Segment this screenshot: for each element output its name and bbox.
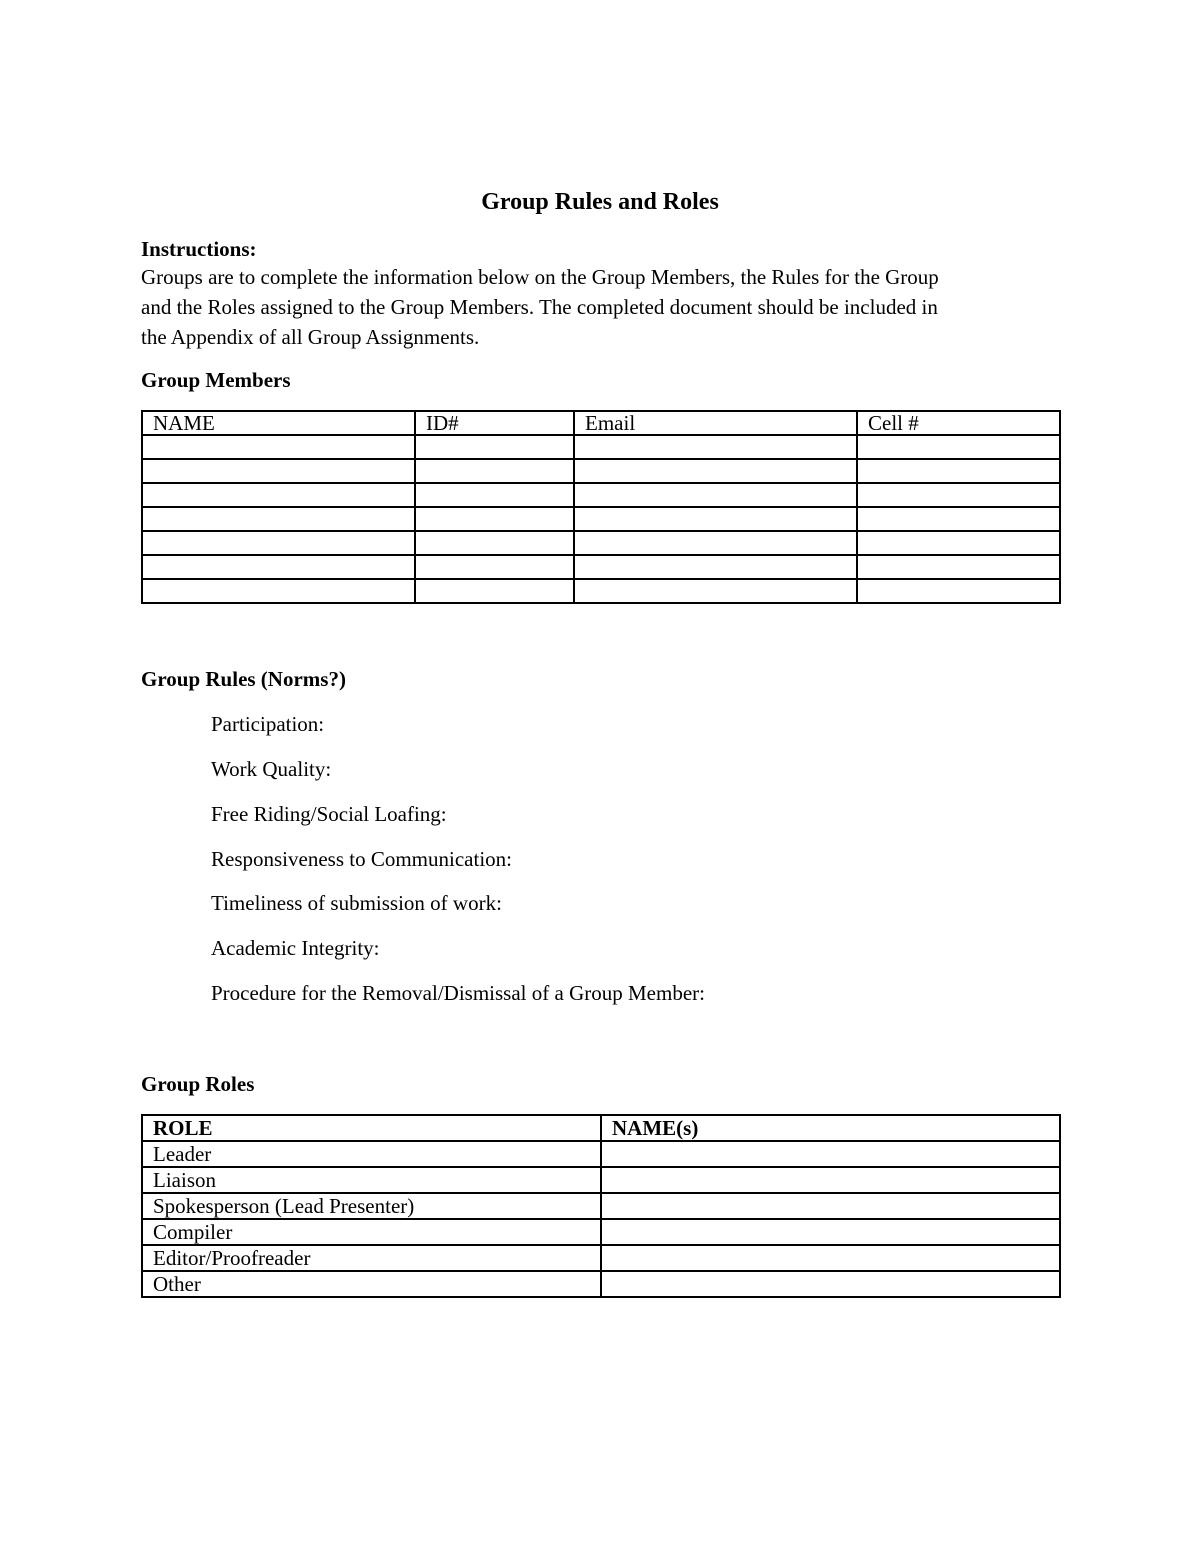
rule-participation: Participation: [211, 712, 325, 736]
role-cell: Other [142, 1271, 601, 1297]
roles-header-row [142, 1115, 1060, 1141]
cell-number-cell[interactable] [857, 435, 1060, 459]
column-header-id: ID# [415, 411, 574, 435]
email-cell[interactable] [574, 531, 857, 555]
cell-number-cell[interactable] [857, 579, 1060, 603]
rules-heading: Group Rules (Norms?) [141, 667, 346, 691]
column-header-email: Email [574, 411, 857, 435]
name-cell[interactable] [142, 555, 415, 579]
role-names-cell[interactable] [601, 1245, 1060, 1271]
email-cell[interactable] [574, 435, 857, 459]
table-row [142, 531, 1060, 555]
roles-table [141, 1114, 1061, 1298]
id-cell[interactable] [415, 459, 574, 483]
members-table [141, 410, 1061, 604]
role-names-cell[interactable] [601, 1167, 1060, 1193]
column-header-name: NAME [142, 411, 415, 435]
cell-number-cell[interactable] [857, 483, 1060, 507]
instructions-heading: Instructions: [141, 237, 257, 261]
column-header-cell: Cell # [857, 411, 1060, 435]
name-cell[interactable] [142, 531, 415, 555]
name-cell[interactable] [142, 579, 415, 603]
table-row [142, 507, 1060, 531]
name-cell[interactable] [142, 507, 415, 531]
email-cell[interactable] [574, 507, 857, 531]
rule-removal-procedure: Procedure for the Removal/Dismissal of a Group Member: [211, 981, 705, 1005]
document-title: Group Rules and Roles [481, 189, 719, 215]
table-row [142, 1245, 1060, 1271]
table-row [142, 1167, 1060, 1193]
role-cell: Leader [142, 1141, 601, 1167]
cell-number-cell[interactable] [857, 555, 1060, 579]
rule-work-quality: Work Quality: [211, 757, 332, 781]
name-cell[interactable] [142, 483, 415, 507]
role-names-cell[interactable] [601, 1271, 1060, 1297]
table-row [142, 459, 1060, 483]
members-header-row [142, 411, 1060, 435]
instructions-line: Groups are to complete the information below on the Group Members, the Rules for the Group [141, 265, 939, 289]
instructions-line: and the Roles assigned to the Group Members. The completed document should be included in [141, 295, 938, 319]
email-cell[interactable] [574, 459, 857, 483]
role-cell: Liaison [142, 1167, 601, 1193]
id-cell[interactable] [415, 507, 574, 531]
table-row [142, 483, 1060, 507]
table-row [142, 1271, 1060, 1297]
column-header-names: NAME(s) [601, 1115, 1060, 1141]
id-cell[interactable] [415, 555, 574, 579]
instructions-line: the Appendix of all Group Assignments. [141, 325, 480, 349]
cell-number-cell[interactable] [857, 531, 1060, 555]
table-row [142, 1193, 1060, 1219]
cell-number-cell[interactable] [857, 507, 1060, 531]
role-cell: Spokesperson (Lead Presenter) [142, 1193, 601, 1219]
role-names-cell[interactable] [601, 1193, 1060, 1219]
role-names-cell[interactable] [601, 1141, 1060, 1167]
rule-responsiveness: Responsiveness to Communication: [211, 847, 512, 871]
cell-number-cell[interactable] [857, 459, 1060, 483]
roles-heading: Group Roles [141, 1072, 255, 1096]
rule-free-riding: Free Riding/Social Loafing: [211, 802, 447, 826]
name-cell[interactable] [142, 459, 415, 483]
table-row [142, 555, 1060, 579]
table-row [142, 1219, 1060, 1245]
id-cell[interactable] [415, 435, 574, 459]
instructions-text [141, 262, 1059, 352]
id-cell[interactable] [415, 483, 574, 507]
email-cell[interactable] [574, 483, 857, 507]
id-cell[interactable] [415, 579, 574, 603]
role-cell: Editor/Proofreader [142, 1245, 601, 1271]
name-cell[interactable] [142, 435, 415, 459]
table-row [142, 435, 1060, 459]
id-cell[interactable] [415, 531, 574, 555]
rule-timeliness: Timeliness of submission of work: [211, 891, 502, 915]
members-heading: Group Members [141, 368, 291, 392]
email-cell[interactable] [574, 555, 857, 579]
table-row [142, 579, 1060, 603]
email-cell[interactable] [574, 579, 857, 603]
role-cell: Compiler [142, 1219, 601, 1245]
column-header-role: ROLE [142, 1115, 601, 1141]
role-names-cell[interactable] [601, 1219, 1060, 1245]
table-row [142, 1141, 1060, 1167]
rule-academic-integrity: Academic Integrity: [211, 936, 380, 960]
